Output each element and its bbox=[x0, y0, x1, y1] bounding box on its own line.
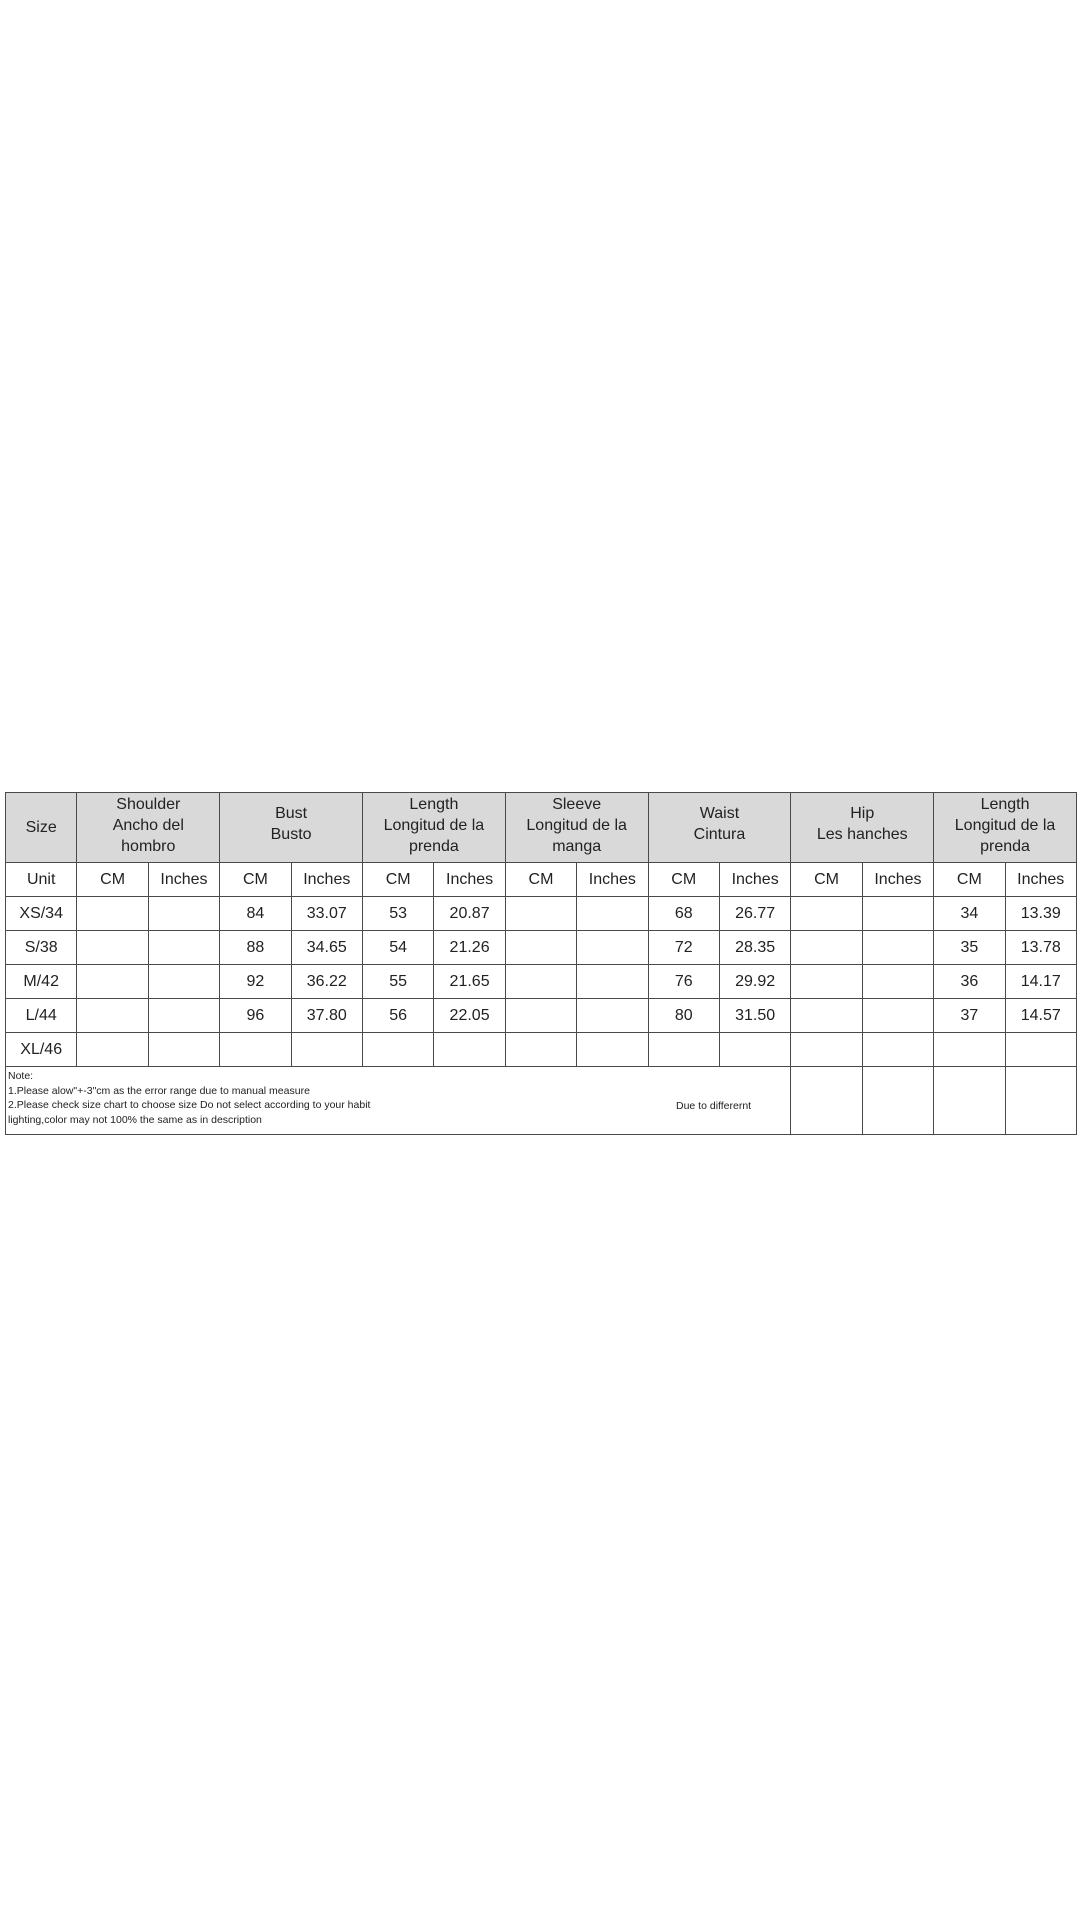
value-cell bbox=[791, 999, 862, 1033]
column-header bbox=[648, 793, 791, 863]
unit-cell: Inches bbox=[719, 863, 790, 897]
unit-cell: Inches bbox=[434, 863, 505, 897]
column-header-line: Bust bbox=[275, 805, 308, 822]
empty-cell bbox=[934, 1067, 1005, 1135]
value-cell bbox=[862, 897, 933, 931]
unit-cell: CM bbox=[791, 863, 862, 897]
value-cell: 20.87 bbox=[434, 897, 505, 931]
value-cell bbox=[719, 1033, 790, 1067]
value-cell: 54 bbox=[362, 931, 433, 965]
value-cell bbox=[505, 965, 576, 999]
value-cell bbox=[291, 1033, 362, 1067]
value-cell: 68 bbox=[648, 897, 719, 931]
value-cell bbox=[934, 1033, 1005, 1067]
column-header-line: prenda bbox=[980, 838, 1030, 855]
value-cell bbox=[791, 931, 862, 965]
note-cell bbox=[6, 1067, 791, 1135]
value-cell bbox=[148, 1033, 219, 1067]
column-header-line: Longitud de la bbox=[526, 817, 627, 834]
value-cell bbox=[148, 965, 219, 999]
value-cell bbox=[77, 897, 148, 931]
unit-label: Unit bbox=[6, 863, 77, 897]
value-cell bbox=[362, 1033, 433, 1067]
value-cell: 56 bbox=[362, 999, 433, 1033]
column-header-line: Longitud de la bbox=[954, 817, 1056, 834]
value-cell: 22.05 bbox=[434, 999, 505, 1033]
value-cell: 37.80 bbox=[291, 999, 362, 1033]
value-cell: 96 bbox=[220, 999, 291, 1033]
column-header bbox=[362, 793, 505, 863]
value-cell bbox=[77, 1033, 148, 1067]
value-cell: 76 bbox=[648, 965, 719, 999]
column-header bbox=[220, 793, 363, 863]
size-cell: XS/34 bbox=[6, 897, 77, 931]
value-cell bbox=[648, 1033, 719, 1067]
value-cell: 14.57 bbox=[1005, 999, 1076, 1033]
value-cell bbox=[577, 931, 648, 965]
value-cell: 80 bbox=[648, 999, 719, 1033]
unit-cell: CM bbox=[362, 863, 433, 897]
value-cell bbox=[148, 897, 219, 931]
value-cell: 31.50 bbox=[719, 999, 790, 1033]
unit-cell: CM bbox=[220, 863, 291, 897]
value-cell bbox=[505, 931, 576, 965]
column-header-line: Waist bbox=[699, 805, 740, 822]
unit-cell: Inches bbox=[148, 863, 219, 897]
table-row bbox=[6, 1033, 1077, 1067]
value-cell: 35 bbox=[934, 931, 1005, 965]
note-line: lighting,color may not 100% the same as in description bbox=[8, 1113, 262, 1126]
value-cell bbox=[77, 965, 148, 999]
value-cell: 92 bbox=[220, 965, 291, 999]
value-cell bbox=[791, 1033, 862, 1067]
column-header bbox=[791, 793, 934, 863]
value-cell bbox=[577, 897, 648, 931]
unit-cell: CM bbox=[77, 863, 148, 897]
column-header-line: Longitud de la bbox=[383, 817, 485, 834]
value-cell: 13.78 bbox=[1005, 931, 1076, 965]
size-header: Size bbox=[6, 793, 77, 863]
value-cell: 21.26 bbox=[434, 931, 505, 965]
column-header-line: Les hanches bbox=[816, 826, 908, 843]
value-cell bbox=[220, 1033, 291, 1067]
unit-cell: CM bbox=[505, 863, 576, 897]
table-row bbox=[6, 897, 1077, 931]
value-cell: 13.39 bbox=[1005, 897, 1076, 931]
value-cell bbox=[862, 1033, 933, 1067]
value-cell bbox=[577, 999, 648, 1033]
column-header-line: Cintura bbox=[693, 826, 746, 843]
column-header-line: Sleeve bbox=[552, 796, 602, 813]
value-cell: 55 bbox=[362, 965, 433, 999]
value-cell: 36.22 bbox=[291, 965, 362, 999]
value-cell bbox=[505, 897, 576, 931]
value-cell bbox=[77, 931, 148, 965]
column-header-line: manga bbox=[552, 838, 602, 855]
unit-cell: Inches bbox=[862, 863, 933, 897]
table-row bbox=[6, 999, 1077, 1033]
value-cell bbox=[791, 965, 862, 999]
column-header bbox=[77, 793, 220, 863]
value-cell bbox=[148, 999, 219, 1033]
value-cell bbox=[791, 897, 862, 931]
value-cell bbox=[77, 999, 148, 1033]
value-cell: 88 bbox=[220, 931, 291, 965]
unit-cell: Inches bbox=[1005, 863, 1076, 897]
value-cell bbox=[577, 965, 648, 999]
column-header-line: hombro bbox=[121, 838, 176, 855]
value-cell: 72 bbox=[648, 931, 719, 965]
size-cell: M/42 bbox=[6, 965, 77, 999]
note-line: 2.Please check size chart to choose size Do not select according to your habit bbox=[8, 1099, 371, 1111]
value-cell bbox=[505, 999, 576, 1033]
size-cell: S/38 bbox=[6, 931, 77, 965]
value-cell bbox=[434, 1033, 505, 1067]
note-row bbox=[6, 1067, 1077, 1135]
unit-cell: Inches bbox=[577, 863, 648, 897]
unit-cell: Inches bbox=[291, 863, 362, 897]
value-cell: 29.92 bbox=[719, 965, 790, 999]
column-header-line: Ancho del bbox=[112, 817, 184, 834]
value-cell bbox=[148, 931, 219, 965]
unit-cell: CM bbox=[934, 863, 1005, 897]
value-cell bbox=[862, 931, 933, 965]
column-header-line: prenda bbox=[408, 838, 459, 855]
size-chart-table bbox=[5, 792, 1077, 1135]
table-row bbox=[6, 965, 1077, 999]
empty-cell bbox=[1005, 1067, 1076, 1135]
value-cell bbox=[862, 965, 933, 999]
column-header-line: Shoulder bbox=[116, 796, 181, 813]
value-cell bbox=[577, 1033, 648, 1067]
note-line: Note: bbox=[8, 1070, 34, 1082]
column-header bbox=[934, 793, 1077, 863]
value-cell: 84 bbox=[220, 897, 291, 931]
value-cell: 26.77 bbox=[719, 897, 790, 931]
value-cell: 37 bbox=[934, 999, 1005, 1033]
note-line: 1.Please alow"+-3"cm as the error range due to manual measure bbox=[8, 1084, 310, 1097]
column-header-line: Hip bbox=[850, 805, 875, 822]
unit-cell: CM bbox=[648, 863, 719, 897]
column-header-line: Busto bbox=[270, 826, 312, 843]
header-row bbox=[6, 793, 1077, 863]
empty-cell bbox=[862, 1067, 933, 1135]
unit-row bbox=[6, 863, 1077, 897]
column-header-line: Length bbox=[980, 796, 1030, 813]
column-header-line: Length bbox=[409, 796, 459, 813]
size-cell: XL/46 bbox=[6, 1033, 77, 1067]
empty-cell bbox=[791, 1067, 862, 1135]
value-cell bbox=[1005, 1033, 1076, 1067]
value-cell: 21.65 bbox=[434, 965, 505, 999]
value-cell: 53 bbox=[362, 897, 433, 931]
column-header bbox=[505, 793, 648, 863]
value-cell bbox=[862, 999, 933, 1033]
value-cell bbox=[505, 1033, 576, 1067]
value-cell: 33.07 bbox=[291, 897, 362, 931]
value-cell: 34 bbox=[934, 897, 1005, 931]
table-row bbox=[6, 931, 1077, 965]
value-cell: 36 bbox=[934, 965, 1005, 999]
value-cell: 28.35 bbox=[719, 931, 790, 965]
size-cell: L/44 bbox=[6, 999, 77, 1033]
note-extra-text: Due to differernt bbox=[676, 1100, 752, 1112]
value-cell: 14.17 bbox=[1005, 965, 1076, 999]
value-cell: 34.65 bbox=[291, 931, 362, 965]
